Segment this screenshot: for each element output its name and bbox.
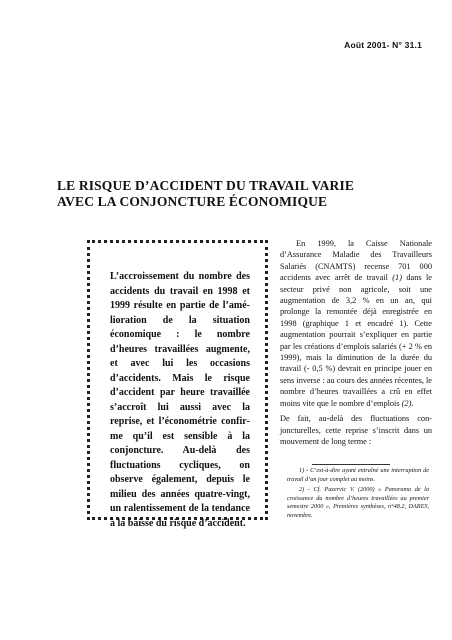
footnote-1: 1) - C’est-à-dire ayant entraîné une interruption de travail d’un jour complet au moins. — [287, 467, 429, 483]
footnote-2: 2) - Cf. Pazervic V. (2000) « Panorama de la croissance du nombre d’heures travaillées au premier semestre 2000 », Premières synthèses, n°48.2, DARES, novembre. — [287, 486, 429, 519]
footnotes — [287, 467, 429, 523]
article-title — [57, 178, 417, 210]
body-paragraph-1-part-a: En 1999, la Caisse Nationale d’Assurance Maladie des Travailleurs Salariés (CNAMTS) recense 701 000 accidents avec arrêt de travail — [280, 239, 432, 283]
summary-box — [87, 240, 268, 529]
body-paragraph-2: De fait, au-delà des fluctuations conjoncturelles, cette reprise s’inscrit dans un mouvement de long terme : — [280, 414, 432, 446]
body-paragraph-1-part-c: . — [411, 398, 414, 408]
body-text-column — [280, 238, 432, 447]
footnote-ref-1: (1) — [392, 273, 402, 283]
summary-text: L’accroissement du nombre des accidents du travail en 1998 et 1999 résulte en partie de l’amélioration de la situation économique : le nombre d’heures travaillées augmente, et avec lui les occasions d’accidents. Mais le risque d’accident par heure travaillée s’accroît lui aussi avec la reprise, et l’économétrie confirme qu’il est sensible à la conjoncture. Au-delà des fluctuations cycliques, on observe également, depuis le milieu des années quatre-vingt, un ralentissement de la tendance à la baisse du risque d’accident. — [110, 271, 250, 529]
footnote-divider — [312, 464, 390, 465]
body-paragraph-1 — [280, 238, 432, 409]
article-title-line-2: AVEC LA CONJONCTURE ÉCONOMIQUE — [57, 194, 328, 209]
footnote-ref-2: (2) — [401, 398, 412, 408]
body-paragraph-1-part-b: dans le secteur privé non agricole, soit une augmentation de 3,2 % en un an, qui prolonge la remontée déjà enregistrée en 1998 (graphique 1 et encadré 1). Cette augmentation pourrait s’expliquer en partie par les créations d’emplois salariés (+ 2 % en 1999), mais la diminution de la durée du travail (- 0,5 %) devrait en principe jouer en sens inverse : au cours des années récentes, le nombre d’heures travaillées a crû en effet moins vite que le nombre d’emplois — [280, 273, 432, 408]
article-title-line-1: LE RISQUE D’ACCIDENT DU TRAVAIL VARIE — [57, 178, 355, 193]
issue-number: Août 2001- N° 31.1 — [344, 40, 422, 50]
